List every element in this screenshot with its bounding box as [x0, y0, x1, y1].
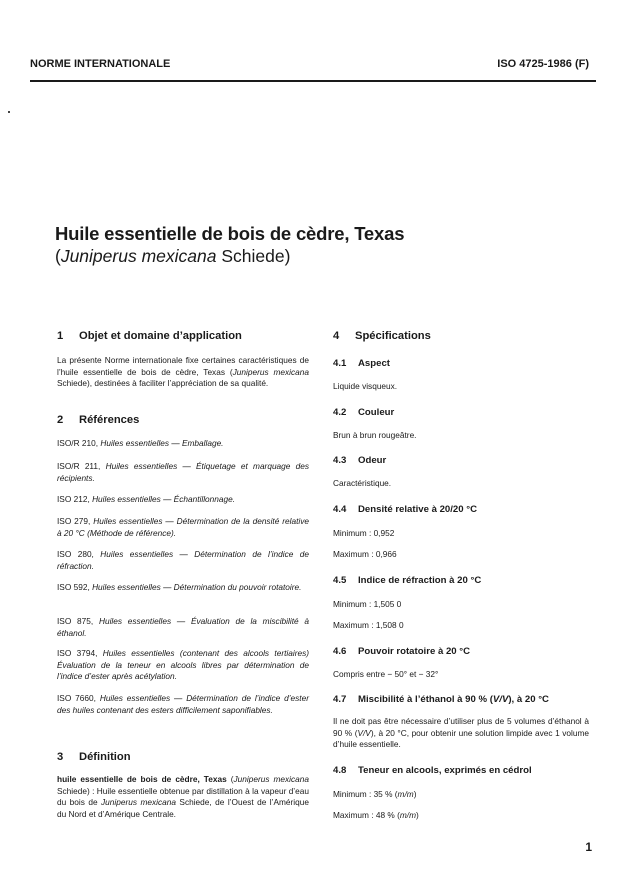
- density-maximum: Maximum : 0,966: [333, 549, 397, 559]
- reference-item: ISO 212, Huiles essentielles — Échantillonnage.: [57, 494, 236, 504]
- refraction-minimum: Minimum : 1,505 0: [333, 599, 402, 609]
- subsection-4-7-text: Il ne doit pas être nécessaire d’utiliser plus de 5 volumes d’éthanol à 90 % (V/V), à 20 °C, pour obtenir une solution limpide avec 1 volume d’huile essentielle.: [333, 716, 589, 750]
- reference-item: ISO 875, Huiles essentielles — Évaluation de la miscibilité à éthanol.: [57, 616, 309, 638]
- subsection-4-2-heading: 4.2 Couleur: [333, 407, 395, 418]
- margin-speck: [8, 111, 10, 113]
- header-right: ISO 4725-1986 (F): [497, 58, 589, 70]
- section-3-heading: 3 Définition: [57, 751, 131, 763]
- reference-item: ISO 280, Huiles essentielles — Détermination de l’indice de réfraction.: [57, 549, 309, 571]
- subsection-4-2-text: Brun à brun rougeâtre.: [333, 430, 417, 440]
- density-minimum: Minimum : 0,952: [333, 528, 395, 538]
- section-4-heading: 4 Spécifications: [333, 330, 431, 342]
- subsection-4-6-heading: 4.6 Pouvoir rotatoire à 20 °C: [333, 646, 471, 657]
- section-1-heading: 1 Objet et domaine d’application: [57, 330, 242, 342]
- reference-item: ISO/R 211, Huiles essentielles — Étiquetage et marquage des récipients.: [57, 461, 310, 483]
- alcohol-maximum: Maximum : 48 % (m/m): [333, 810, 419, 820]
- reference-item: ISO 279, Huiles essentielles — Détermination de la densité relative à 20 °C (Méthode de référence).: [57, 516, 309, 538]
- rotation-range: Compris entre − 50° et − 32°: [333, 669, 439, 679]
- reference-item: ISO 7660, Huiles essentielles — Détermination de l’indice d’ester des huiles contenant des esters difficilement saponifiables.: [57, 693, 309, 715]
- page-number: 1: [585, 840, 592, 854]
- subsection-4-5-heading: 4.5 Indice de réfraction à 20 °C: [333, 575, 482, 586]
- species-name: Juniperus mexicana: [60, 246, 217, 266]
- header-rule: [30, 80, 596, 82]
- subsection-4-1-text: Liquide visqueux.: [333, 381, 398, 391]
- header-left: NORME INTERNATIONALE: [30, 58, 171, 70]
- reference-item: ISO 592, Huiles essentielles — Détermination du pouvoir rotatoire.: [57, 582, 302, 592]
- reference-item: ISO/R 210, Huiles essentielles — Emballage.: [57, 438, 224, 448]
- section-1-text: La présente Norme internationale fixe certaines caractéristiques de l’huile essentielle de bois de cèdre, Texas (Juniperus mexicana Schiede), destinées à faciliter l’appréciation de sa qualité.: [57, 355, 309, 389]
- page-subtitle: (Juniperus mexicana Schiede): [55, 246, 291, 266]
- subsection-4-4-heading: 4.4 Densité relative à 20/20 °C: [333, 504, 478, 515]
- subsection-4-3-heading: 4.3 Odeur: [333, 455, 387, 466]
- section-3-text: huile essentielle de bois de cèdre, Texas (Juniperus mexicana Schiede) : Huile essentielle obtenue par distillation à la vapeur d’eau du bois de Juniperus mexicana Schiede, de l’Ouest de l’Amérique du Nord et d’Amérique Centrale.: [57, 774, 310, 819]
- refraction-maximum: Maximum : 1,508 0: [333, 620, 404, 630]
- subsection-4-1-heading: 4.1 Aspect: [333, 358, 390, 369]
- page-title: Huile essentielle de bois de cèdre, Texas: [55, 223, 405, 244]
- reference-item: ISO 3794, Huiles essentielles (contenant des alcools tertiaires) Évaluation de la teneur en alcools libres par détermination de l’indice d’ester après acétylation.: [57, 648, 310, 682]
- subsection-4-3-text: Caractéristique.: [333, 478, 392, 488]
- subsection-4-7-heading: 4.7 Miscibilité à l’éthanol à 90 % (V/V), à 20 °C: [333, 694, 549, 705]
- section-2-heading: 2 Références: [57, 414, 140, 426]
- subsection-4-8-heading: 4.8 Teneur en alcools, exprimés en cédrol: [333, 765, 532, 776]
- alcohol-minimum: Minimum : 35 % (m/m): [333, 789, 417, 799]
